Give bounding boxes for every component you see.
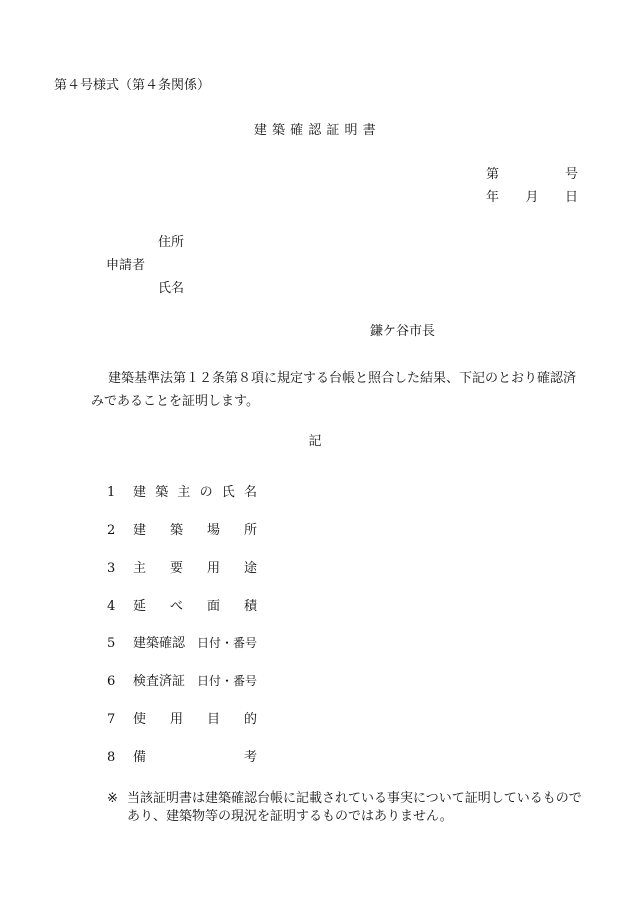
footnote — [107, 790, 582, 826]
certificate-number-field — [486, 168, 578, 181]
item-label-char: 途 — [243, 561, 257, 576]
item-label — [133, 486, 257, 499]
item-label-char: 積 — [243, 599, 257, 614]
item-label-char: 氏 — [221, 485, 235, 500]
item-label-char: 的 — [243, 712, 257, 727]
item-label-main: 検査済証 — [133, 674, 186, 689]
item-label-char: 延 — [133, 599, 147, 614]
item-label-char: 備 — [133, 750, 147, 765]
applicant-label: 申請者 — [106, 258, 146, 273]
item-number: 5 — [107, 636, 116, 651]
item-number: 2 — [107, 523, 116, 538]
item-purpose-of-use — [107, 713, 257, 726]
form-number: 第４号様式（第４条関係） — [54, 78, 211, 93]
item-number: 3 — [107, 561, 116, 576]
month-label: 月 — [525, 190, 539, 205]
item-number: 6 — [107, 674, 116, 689]
item-label-main: 建築確認 — [133, 636, 186, 651]
item-label-char: べ — [169, 599, 183, 614]
certification-statement: 建築基準法第１２条第８項に規定する台帳と照合した結果、下記のとおり確認済みであることを証明します。 — [91, 371, 577, 409]
item-label — [133, 524, 257, 537]
item-owner-name — [107, 486, 257, 499]
item-inspection-certificate — [107, 675, 257, 688]
item-label — [133, 600, 257, 613]
item-label-char: 所 — [243, 523, 257, 538]
item-label — [133, 713, 257, 726]
note-mark: ※ — [107, 791, 118, 806]
item-label-char: 築 — [169, 523, 183, 538]
issuer-name: 鎌ケ谷市長 — [370, 324, 436, 339]
item-label-char: 名 — [243, 485, 257, 500]
item-main-use — [107, 562, 257, 575]
item-label — [133, 562, 257, 575]
item-label-char: 使 — [133, 712, 147, 727]
item-label-char: 主 — [133, 561, 147, 576]
item-label-char: 用 — [206, 561, 220, 576]
item-label-sub: 日付・番号 — [197, 674, 258, 688]
year-label: 年 — [486, 190, 500, 205]
ki-heading: 記 — [308, 434, 322, 449]
item-number: 1 — [107, 485, 116, 500]
item-construction-site — [107, 524, 257, 537]
item-label-char: 面 — [206, 599, 220, 614]
item-label-char: 築 — [155, 485, 169, 500]
item-label-char: 要 — [169, 561, 183, 576]
issue-date-field — [486, 191, 578, 204]
item-label-char: 用 — [169, 712, 183, 727]
note-text: 当該証明書は建築確認台帳に記載されている事実について証明しているものであり、建築物等の現況を証明するものではありません。 — [127, 791, 582, 824]
address-label: 住所 — [158, 235, 185, 250]
item-label-char: 目 — [206, 712, 220, 727]
item-building-confirmation — [107, 637, 257, 650]
item-label-char: 建 — [133, 523, 147, 538]
number-prefix: 第 — [486, 167, 500, 182]
item-label-char: 主 — [177, 485, 191, 500]
day-label: 日 — [564, 190, 578, 205]
item-number: 7 — [107, 712, 116, 727]
item-label-char: 場 — [206, 523, 220, 538]
item-label-char: 考 — [243, 750, 257, 765]
item-label-char: 建 — [133, 485, 147, 500]
name-label: 氏名 — [158, 281, 185, 296]
item-label — [133, 675, 257, 688]
document-title: 建 築 確 認 証 明 書 — [253, 123, 377, 138]
item-label-sub: 日付・番号 — [197, 636, 258, 650]
item-total-floor-area — [107, 600, 257, 613]
item-remarks — [107, 751, 257, 764]
item-label-char: の — [199, 485, 213, 500]
item-label — [133, 751, 257, 764]
item-label — [133, 637, 257, 650]
item-number: 4 — [107, 599, 116, 614]
item-number: 8 — [107, 750, 116, 765]
number-suffix: 号 — [564, 167, 578, 182]
